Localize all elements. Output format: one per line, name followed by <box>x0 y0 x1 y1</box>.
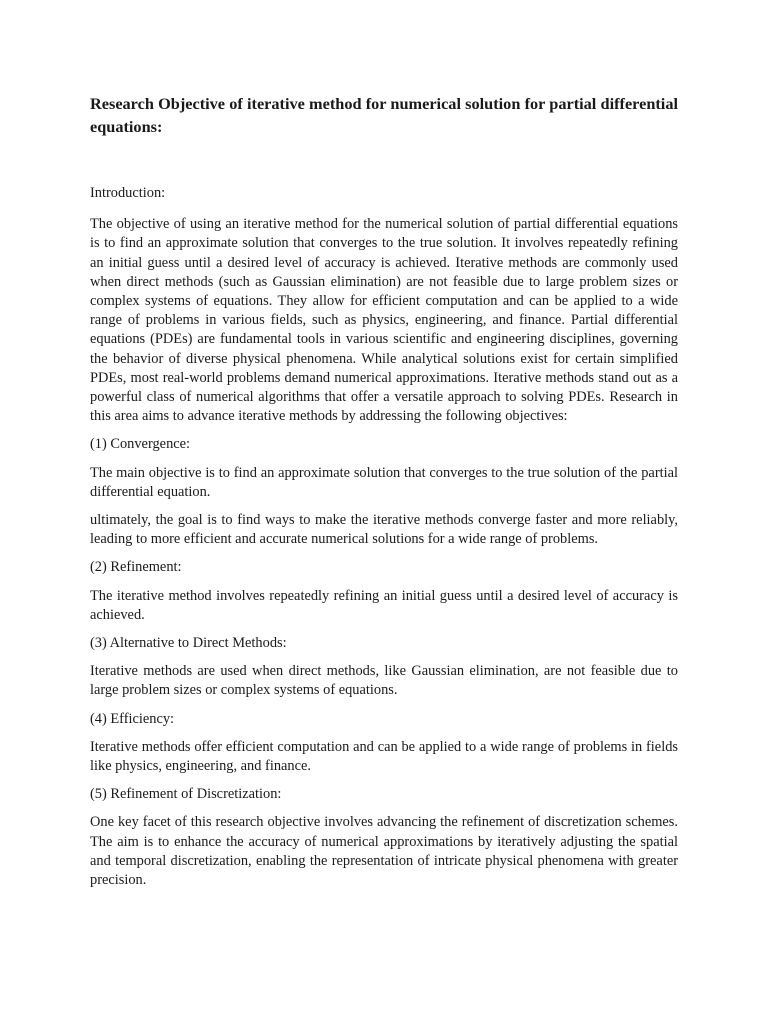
section-heading-alternative: (3) Alternative to Direct Methods: <box>90 635 287 652</box>
convergence-paragraph-2: ultimately, the goal is to find ways to make the iterative methods converge faster and more reliably, leading to more efficient and accurate numerical solutions for a wide range of problems. <box>90 512 678 548</box>
intro-label: Introduction: <box>90 185 166 201</box>
document-title: Research Objective of iterative method for numerical solution for partial differential equations: <box>90 94 678 136</box>
section-heading-efficiency: (4) Efficiency: <box>90 710 175 727</box>
discretization-paragraph: One key facet of this research objective involves advancing the refinement of discretization schemes. The aim is to enhance the accuracy of numerical approximations by iteratively adjusting the spatial and temporal discretization, enabling the representation of intricate physical phenomena with greater precision. <box>90 814 678 889</box>
section-heading-convergence: (1) Convergence: <box>90 436 191 453</box>
convergence-paragraph-1: The main objective is to find an approximate solution that converges to the true solution of the partial differential equation. <box>90 464 678 500</box>
alternative-paragraph: Iterative methods are used when direct methods, like Gaussian elimination, are not feasible due to large problem sizes or complex systems of equations. <box>90 663 678 699</box>
efficiency-paragraph: Iterative methods offer efficient computation and can be applied to a wide range of problems in fields like physics, engineering, and finance. <box>90 738 678 775</box>
section-heading-discretization: (5) Refinement of Discretization: <box>90 786 282 803</box>
intro-paragraph: The objective of using an iterative method for the numerical solution of partial differential equations is to find an approximate solution that converges to the true solution. It involves repeatedly refining an initial guess until a desired level of accuracy is achieved. Iterative methods are commonly used when direct methods (such as Gaussian elimination) are not feasible due to large problem sizes or complex systems of equations. They allow for efficient computation and can be applied to a wide range of problems in various fields, such as physics, engineering, and finance. Partial differential equations (PDEs) are fundamental tools in various scientific and engineering disciplines, governing the behavior of diverse physical phenomena. While analytical solutions exist for certain simplified PDEs, most real-world problems demand numerical approximations. Iterative methods stand out as a powerful class of numerical algorithms that offer a versatile approach to solving PDEs. Research in this area aims to advance iterative methods by addressing the following objectives: <box>90 216 678 425</box>
refinement-paragraph: The iterative method involves repeatedly refining an initial guess until a desired level of accuracy is achieved. <box>90 587 678 623</box>
section-heading-refinement: (2) Refinement: <box>90 559 182 576</box>
document-page <box>90 92 678 899</box>
